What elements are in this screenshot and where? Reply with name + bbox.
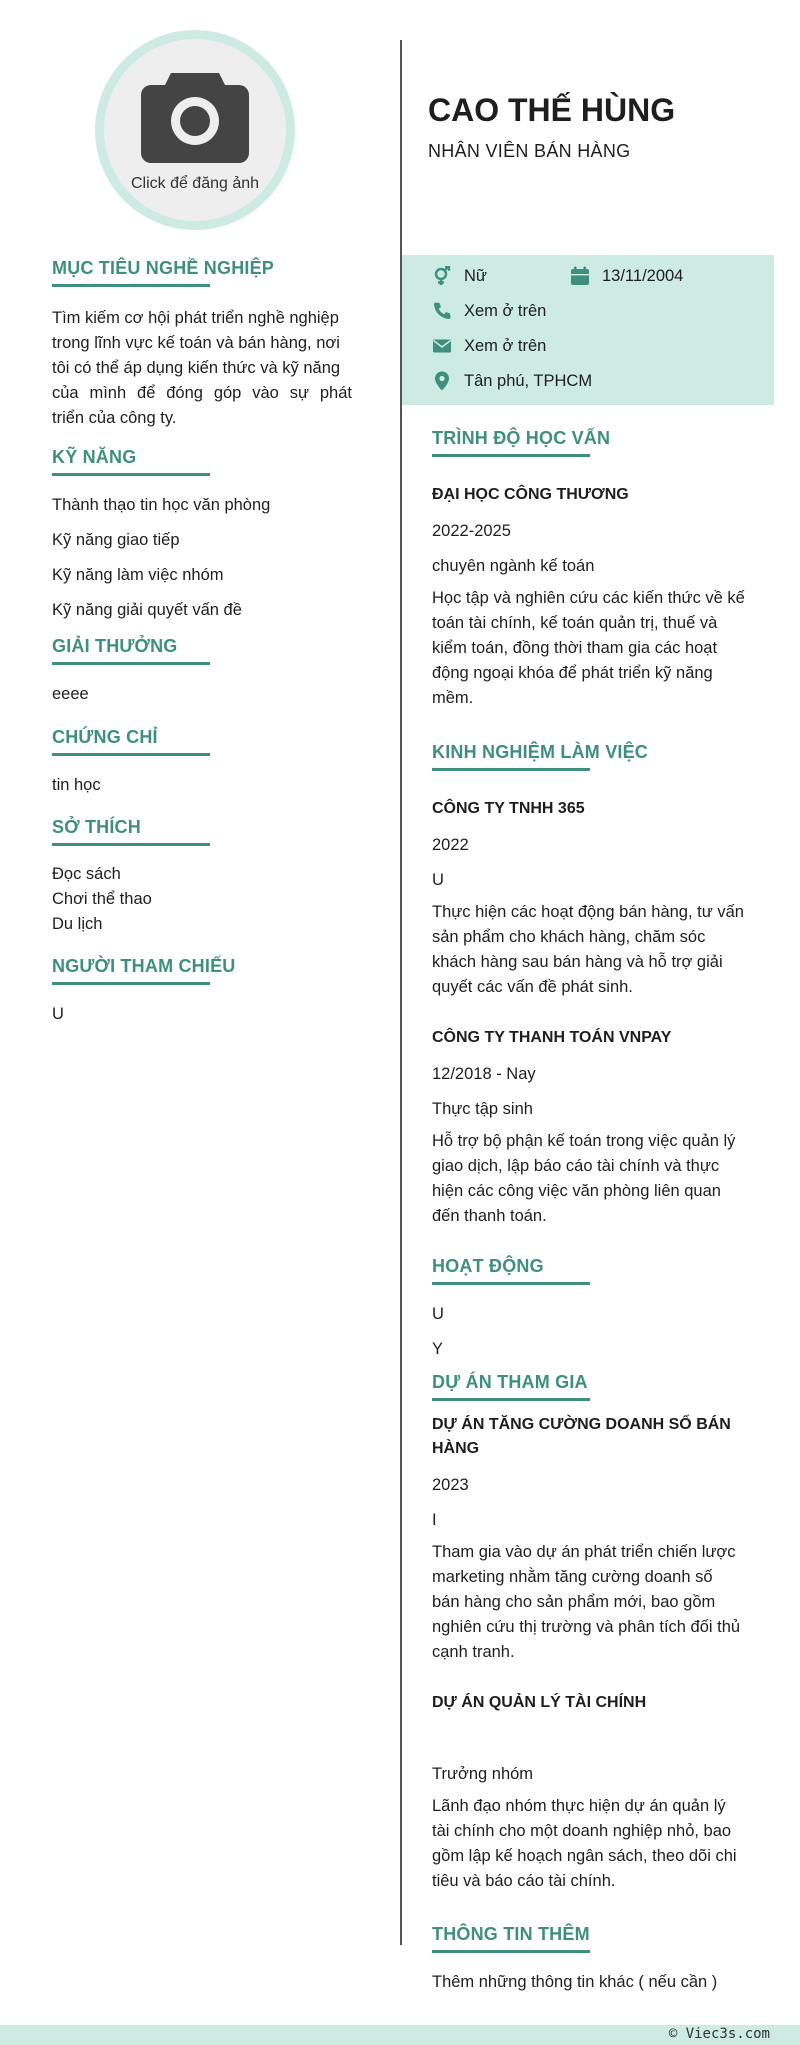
certificates-title: CHỨNG CHỈ	[52, 727, 352, 752]
project-period	[432, 1729, 752, 1749]
job-desc-line: khách hàng sau bán hàng và hỗ trợ giải	[432, 953, 723, 971]
footer-bar	[0, 2025, 800, 2045]
objective-line: tôi có thể áp dụng kiến thức và kỹ năng	[52, 359, 341, 377]
extra-title: THÔNG TIN THÊM	[432, 1924, 752, 1949]
objective-line: của mình để đóng góp vào sự phát	[52, 384, 352, 402]
job-position: U	[432, 871, 444, 889]
project-desc-line: nghiên cứu thị trường và phân tích đối thủ	[432, 1618, 741, 1636]
job-period: 2022	[432, 836, 469, 854]
objective-section	[52, 258, 352, 431]
education-major: chuyên ngành kế toán	[432, 557, 595, 575]
project-desc-line: Lãnh đạo nhóm thực hiện dự án quản lý	[432, 1797, 726, 1815]
phone-value: Xem ở trên	[464, 301, 547, 320]
education-desc-line: mềm.	[432, 689, 474, 707]
camera-icon	[141, 67, 249, 163]
certificates-section	[52, 727, 352, 795]
extra-section	[432, 1924, 752, 1992]
phone-row	[432, 301, 546, 321]
awards-title: GIẢI THƯỞNG	[52, 636, 352, 661]
project-name-line: DỰ ÁN TĂNG CƯỜNG DOANH SỐ BÁN	[432, 1416, 731, 1433]
hobby-item: Du lịch	[52, 915, 103, 933]
skill-item: Kỹ năng giải quyết vấn đề	[52, 601, 242, 619]
job-desc	[432, 900, 752, 1000]
objective-line: trong lĩnh vực kế toán và bán hàng, nơi	[52, 334, 340, 352]
job-desc-line: giao dịch, lập báo cáo tài chính và thực	[432, 1157, 720, 1175]
activities-section	[432, 1256, 752, 1359]
project-desc-line: marketing nhằm tăng cường doanh số	[432, 1568, 713, 1586]
phone-icon	[432, 301, 452, 321]
job-company: CÔNG TY THANH TOÁN VNPAY	[432, 1029, 672, 1046]
project-name-line: DỰ ÁN QUẢN LÝ TÀI CHÍNH	[432, 1694, 647, 1711]
project-desc-line: cạnh tranh.	[432, 1643, 515, 1661]
references-section	[52, 956, 352, 1024]
job-entry	[432, 797, 752, 1000]
projects-section	[432, 1372, 752, 1894]
education-desc-line: động ngoại khóa để phát triển kỹ năng	[432, 664, 713, 682]
project-desc	[432, 1540, 752, 1665]
birthday-row	[570, 266, 683, 286]
project-desc-line: Tham gia vào dự án phát triển chiến lược	[432, 1543, 736, 1561]
birthday-value: 13/11/2004	[602, 266, 684, 285]
project-desc-line: tài chính cho một doanh nghiệp nhỏ, bao	[432, 1822, 732, 1840]
objective-line: Tìm kiếm cơ hội phát triển nghề nghiệp	[52, 309, 339, 327]
awards-text: eeee	[52, 685, 89, 703]
gender-row	[432, 266, 487, 286]
candidate-name: CAO THẾ HÙNG	[428, 92, 676, 128]
job-desc-line: hiện các công việc văn phòng liên quan	[432, 1182, 721, 1200]
job-entry	[432, 1026, 752, 1229]
job-company: CÔNG TY TNHH 365	[432, 800, 585, 817]
activity-item: Y	[432, 1340, 444, 1358]
watermark: © Viec3s.com	[668, 2026, 770, 2042]
education-desc-line: toán tài chính, kế toán quản trị, thuế và	[432, 614, 718, 632]
activities-title: HOẠT ĐỘNG	[432, 1256, 752, 1281]
job-desc-line: đến thanh toán.	[432, 1207, 547, 1225]
objective-title: MỤC TIÊU NGHỀ NGHIỆP	[52, 258, 352, 283]
awards-section	[52, 636, 352, 704]
skill-item: Kỹ năng làm việc nhóm	[52, 566, 224, 584]
references-title: NGƯỜI THAM CHIẾU	[52, 956, 352, 981]
email-icon	[432, 336, 452, 356]
extra-text: Thêm những thông tin khác ( nếu cần )	[432, 1973, 718, 1991]
avatar-upload[interactable]	[95, 30, 295, 230]
project-entry	[432, 1691, 752, 1894]
gender-value: Nữ	[464, 266, 487, 285]
education-desc-line: kiểm toán, đồng thời tham gia các hoạt	[432, 639, 718, 657]
hobbies-section	[52, 817, 352, 937]
objective-text	[52, 306, 352, 431]
education-period: 2022-2025	[432, 522, 511, 540]
education-desc-line: Học tập và nghiên cứu các kiến thức về kế	[432, 589, 745, 607]
project-role: Trưởng nhóm	[432, 1765, 534, 1783]
email-row	[432, 336, 546, 356]
project-entry	[432, 1413, 752, 1665]
education-section	[432, 428, 752, 711]
education-title: TRÌNH ĐỘ HỌC VẤN	[432, 428, 752, 453]
project-period: 2023	[432, 1476, 469, 1494]
job-desc-line: quyết các vấn đề phát sinh.	[432, 978, 633, 996]
address-row	[432, 371, 592, 391]
certificates-text: tin học	[52, 776, 101, 794]
job-desc-line: Hỗ trợ bộ phận kế toán trong việc quản lý	[432, 1132, 736, 1150]
project-desc-line: tiêu và báo cáo tài chính.	[432, 1872, 616, 1890]
skills-title: KỸ NĂNG	[52, 447, 352, 472]
project-name	[432, 1691, 752, 1715]
job-period: 12/2018 - Nay	[432, 1065, 536, 1083]
candidate-role: NHÂN VIÊN BÁN HÀNG	[428, 141, 631, 161]
job-desc	[432, 1129, 752, 1229]
activity-item: U	[432, 1305, 444, 1323]
project-name	[432, 1413, 752, 1461]
references-text: U	[52, 1005, 64, 1023]
project-desc	[432, 1794, 752, 1894]
projects-title: DỰ ÁN THAM GIA	[432, 1372, 752, 1397]
skill-item: Thành thạo tin học văn phòng	[52, 496, 271, 514]
project-desc-line: gồm lập kế hoạch ngân sách, theo dõi chi	[432, 1847, 737, 1865]
skills-section	[52, 447, 352, 620]
job-desc-line: sản phẩm cho khách hàng, chăm sóc	[432, 928, 706, 946]
location-pin-icon	[432, 371, 452, 391]
experience-section	[432, 742, 752, 1229]
project-role: I	[432, 1511, 437, 1529]
job-desc-line: Thực hiện các hoạt động bán hàng, tư vấn	[432, 903, 744, 921]
education-desc	[432, 586, 752, 711]
avatar-caption: Click để đăng ảnh	[130, 175, 260, 192]
calendar-icon	[570, 266, 590, 286]
project-name-line: HÀNG	[432, 1440, 480, 1457]
objective-line: triển của công ty.	[52, 409, 177, 427]
hobby-item: Chơi thể thao	[52, 890, 152, 908]
contact-panel	[402, 255, 774, 405]
address-value: Tân phú, TPHCM	[464, 371, 593, 390]
hobby-item: Đọc sách	[52, 865, 121, 883]
gender-icon	[432, 266, 452, 286]
hobbies-title: SỞ THÍCH	[52, 817, 352, 842]
education-school: ĐẠI HỌC CÔNG THƯƠNG	[432, 486, 629, 503]
job-position: Thực tập sinh	[432, 1100, 533, 1118]
skill-item: Kỹ năng giao tiếp	[52, 531, 180, 549]
project-desc-line: bán hàng cho sản phẩm mới, bao gồm	[432, 1593, 716, 1611]
experience-title: KINH NGHIỆM LÀM VIỆC	[432, 742, 752, 767]
email-value: Xem ở trên	[464, 336, 547, 355]
